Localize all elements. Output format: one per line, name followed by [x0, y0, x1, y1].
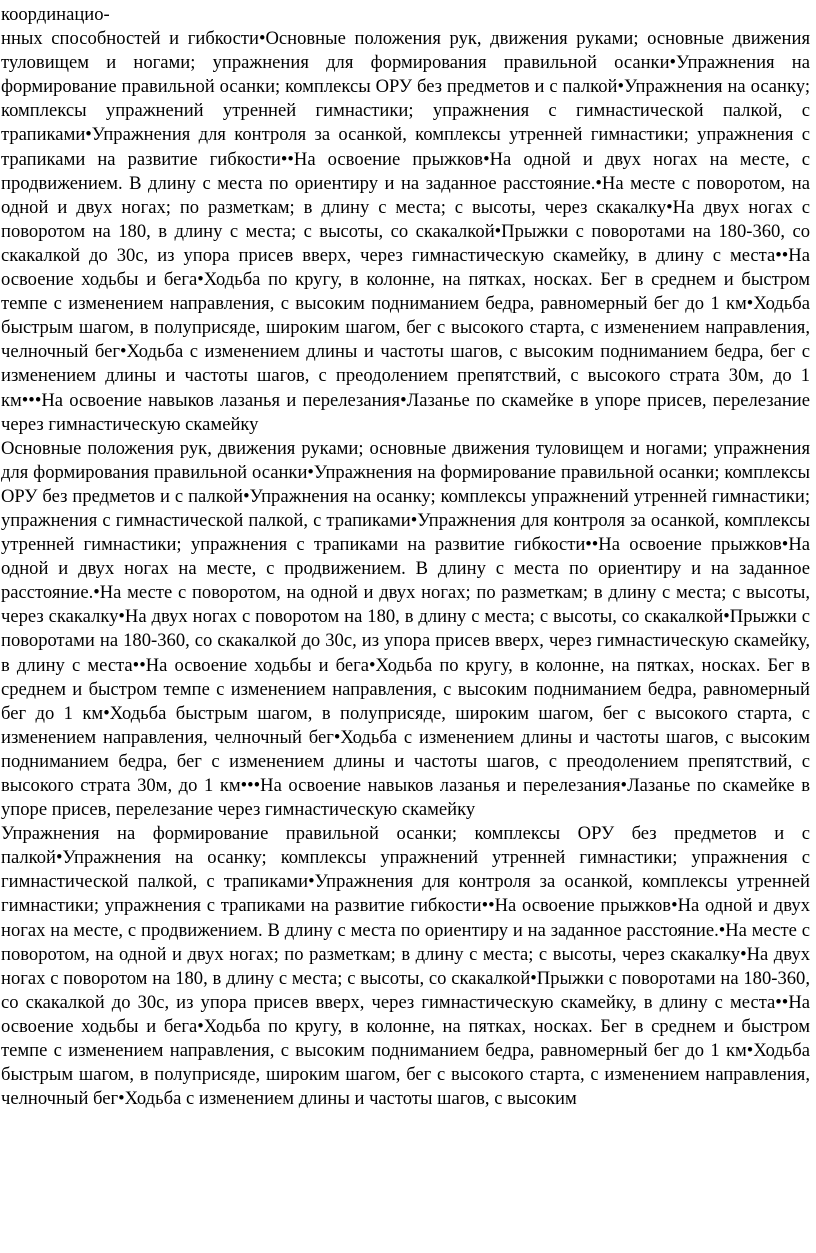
document-text-block	[1, 3, 810, 437]
paragraph-3: Упражнения на формирование правильной осанки; комплексы ОРУ без предметов и с палкой•Упражнения на осанку; комплексы упражнений утренней гимнастики; упражнения с гимнастической палкой, с трапиками•Упражнения для контроля за осанкой, комплексы утренней гимнастики; упражнения с трапиками на развитие гибкости••На освоение прыжков•На одной и двух ногах на месте, с продвижением. В длину с места по ориентиру и на заданное расстояние.•На месте с поворотом, на одной и двух ногах; по разметкам; в длину с места; с высоты, через скакалку•На двух ногах с поворотом на 180, в длину с места; с высоты, со скакалкой•Прыжки с поворотами на 180-360, со скакалкой до 30с, из упора присев вверх, через гимнастическую скамейку, в длину с места••На освоение ходьбы и бега•Ходьба по кругу, в колонне, на пятках, носках. Бег в среднем и быстром темпе с изменением направления, с высоким подниманием бедра, равномерный бег до 1 км•Ходьба быстрым шагом, в полуприсяде, широким шагом, бег с высокого старта, с изменением направления, челночный бег•Ходьба с изменением длины и частоты шагов, с высоким	[1, 823, 810, 1110]
paragraph-1: нных способностей и гибкости•Основные положения рук, движения руками; основные движения туловищем и ногами; упражнения для формирования правильной осанки•Упражнения на формирование правильной осанки; комплексы ОРУ без предметов и с палкой•Упражнения на осанку; комплексы упражнений утренней гимнастики; упражнения с гимнастической палкой, с трапиками•Упражнения для контроля за осанкой, комплексы утренней гимнастики; упражнения с трапиками на развитие гибкости••На освоение прыжков•На одной и двух ногах на месте, с продвижением. В длину с места по ориентиру и на заданное расстояние.•На месте с поворотом, на одной и двух ногах; по разметкам; в длину с места; с высоты, через скакалку•На двух ногах с поворотом на 180, в длину с места; с высоты, со скакалкой•Прыжки с поворотами на 180-360, со скакалкой до 30с, из упора присев вверх, через гимнастическую скамейку, в длину с места••На освоение ходьбы и бега•Ходьба по кругу, в колонне, на пятках, носках. Бег в среднем и быстром темпе с изменением направления, с высоким подниманием бедра, равномерный бег до 1 км•Ходьба быстрым шагом, в полуприсяде, широким шагом, бег с высокого старта, с изменением направления, челночный бег•Ходьба с изменением длины и частоты шагов, с высоким подниманием бедра, бег с изменением длины и частоты шагов, с преодолением препятствий, с высокого страта 30м, до 1 км•••На освоение навыков лазанья и перелезания•Лазанье по скамейке в упоре присев, перелезание через гимнастическую скамейку	[1, 28, 810, 435]
paragraph-2: Основные положения рук, движения руками; основные движения туловищем и ногами; упражнения для формирования правильной осанки•Упражнения на формирование правильной осанки; комплексы ОРУ без предметов и с палкой•Упражнения на осанку; комплексы упражнений утренней гимнастики; упражнения с гимнастической палкой, с трапиками•Упражнения для контроля за осанкой, комплексы утренней гимнастики; упражнения с трапиками на развитие гибкости••На освоение прыжков•На одной и двух ногах на месте, с продвижением. В длину с места по ориентиру и на заданное расстояние.•На месте с поворотом, на одной и двух ногах; по разметкам; в длину с места; с высоты, через скакалку•На двух ногах с поворотом на 180, в длину с места; с высоты, со скакалкой•Прыжки с поворотами на 180-360, со скакалкой до 30с, из упора присев вверх, через гимнастическую скамейку, в длину с места••На освоение ходьбы и бега•Ходьба по кругу, в колонне, на пятках, носках. Бег в среднем и быстром темпе с изменением направления, с высоким подниманием бедра, равномерный бег до 1 км•Ходьба быстрым шагом, в полуприсяде, широким шагом, бег с высокого старта, с изменением направления, челночный бег•Ходьба с изменением длины и частоты шагов, с высоким подниманием бедра, бег с изменением длины и частоты шагов, с преодолением препятствий, с высокого страта 30м, до 1 км•••На освоение навыков лазанья и перелезания•Лазанье по скамейке в упоре присев, перелезание через гимнастическую скамейку	[1, 437, 810, 821]
heading-fragment: координацио-	[1, 4, 110, 25]
